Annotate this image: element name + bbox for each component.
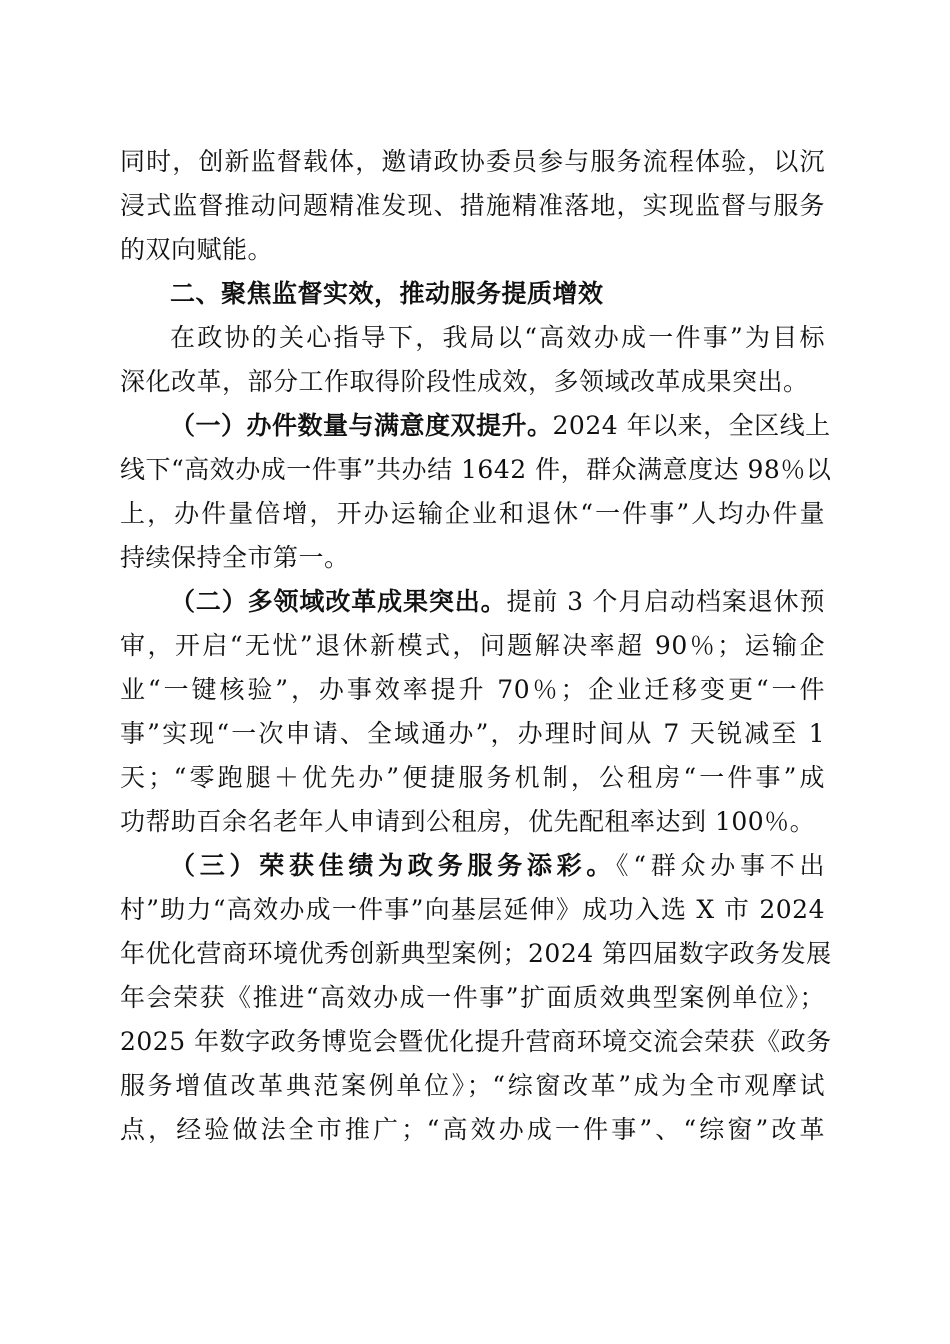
paragraph-line: 功帮助百余名老年人申请到公租房，优先配租率达到 100％。	[120, 807, 816, 836]
paragraph-line: 持续保持全市第一。	[120, 543, 350, 572]
paragraph-line: 审，开启“无忧”退休新模式，问题解决率超 90％；运输企	[120, 631, 825, 660]
paragraph-line: 深化改革，部分工作取得阶段性成效，多领域改革成果突出。	[120, 367, 809, 396]
paragraph-line: 服务增值改革典范案例单位》；“综窗改革”成为全市观摩试	[120, 1071, 825, 1100]
paragraph-line: 同时，创新监督载体，邀请政协委员参与服务流程体验，以沉	[120, 147, 825, 176]
subsection-text: 《“群众办事不出	[616, 851, 825, 880]
subsection-first-line	[120, 580, 825, 624]
paragraph-line: 天；“零跑腿＋优先办”便捷服务机制，公租房“一件事”成	[120, 763, 825, 792]
paragraph-line: 上，办件量倍增，开办运输企业和退休“一件事”人均办件量	[120, 499, 825, 528]
subsection-title: （一）办件数量与满意度双提升。	[170, 411, 553, 440]
paragraph-line: 年优化营商环境优秀创新典型案例；2024 第四届数字政务发展	[120, 939, 832, 968]
paragraph-line: 2025 年数字政务博览会暨优化提升营商环境交流会荣获《政务	[120, 1027, 832, 1056]
subsection-first-line	[120, 844, 825, 888]
paragraph-line: 点，经验做法全市推广；“高效办成一件事”、“综窗”改革	[120, 1115, 825, 1144]
subsection-text: 提前 3 个月启动档案退休预	[506, 587, 825, 616]
subsection-title: （二）多领域改革成果突出。	[170, 587, 507, 616]
document-page	[120, 140, 832, 1152]
paragraph-line: 在政协的关心指导下，我局以“高效办成一件事”为目标	[170, 323, 825, 352]
subsection-title: （三）荣获佳绩为政务服务添彩。	[170, 851, 617, 880]
paragraph-line: 事”实现“一次申请、全域通办”，办理时间从 7 天锐减至 1	[120, 719, 825, 748]
paragraph-line: 业“一键核验”，办事效率提升 70％；企业迁移变更“一件	[120, 675, 825, 704]
section-heading: 二、聚焦监督实效，推动服务提质增效	[170, 279, 604, 308]
paragraph-line: 的双向赋能。	[120, 235, 274, 264]
paragraph-line: 线下“高效办成一件事”共办结 1642 件，群众满意度达 98％以	[120, 455, 832, 484]
subsection-first-line	[120, 404, 831, 448]
subsection-text: 2024 年以来，全区线上	[552, 411, 831, 440]
paragraph-line: 村”助力“高效办成一件事”向基层延伸》成功入选 X 市 2024	[120, 895, 825, 924]
paragraph-line: 浸式监督推动问题精准发现、措施精准落地，实现监督与服务	[120, 191, 825, 220]
paragraph-line: 年会荣获《推进“高效办成一件事”扩面质效典型案例单位》；	[120, 983, 825, 1012]
